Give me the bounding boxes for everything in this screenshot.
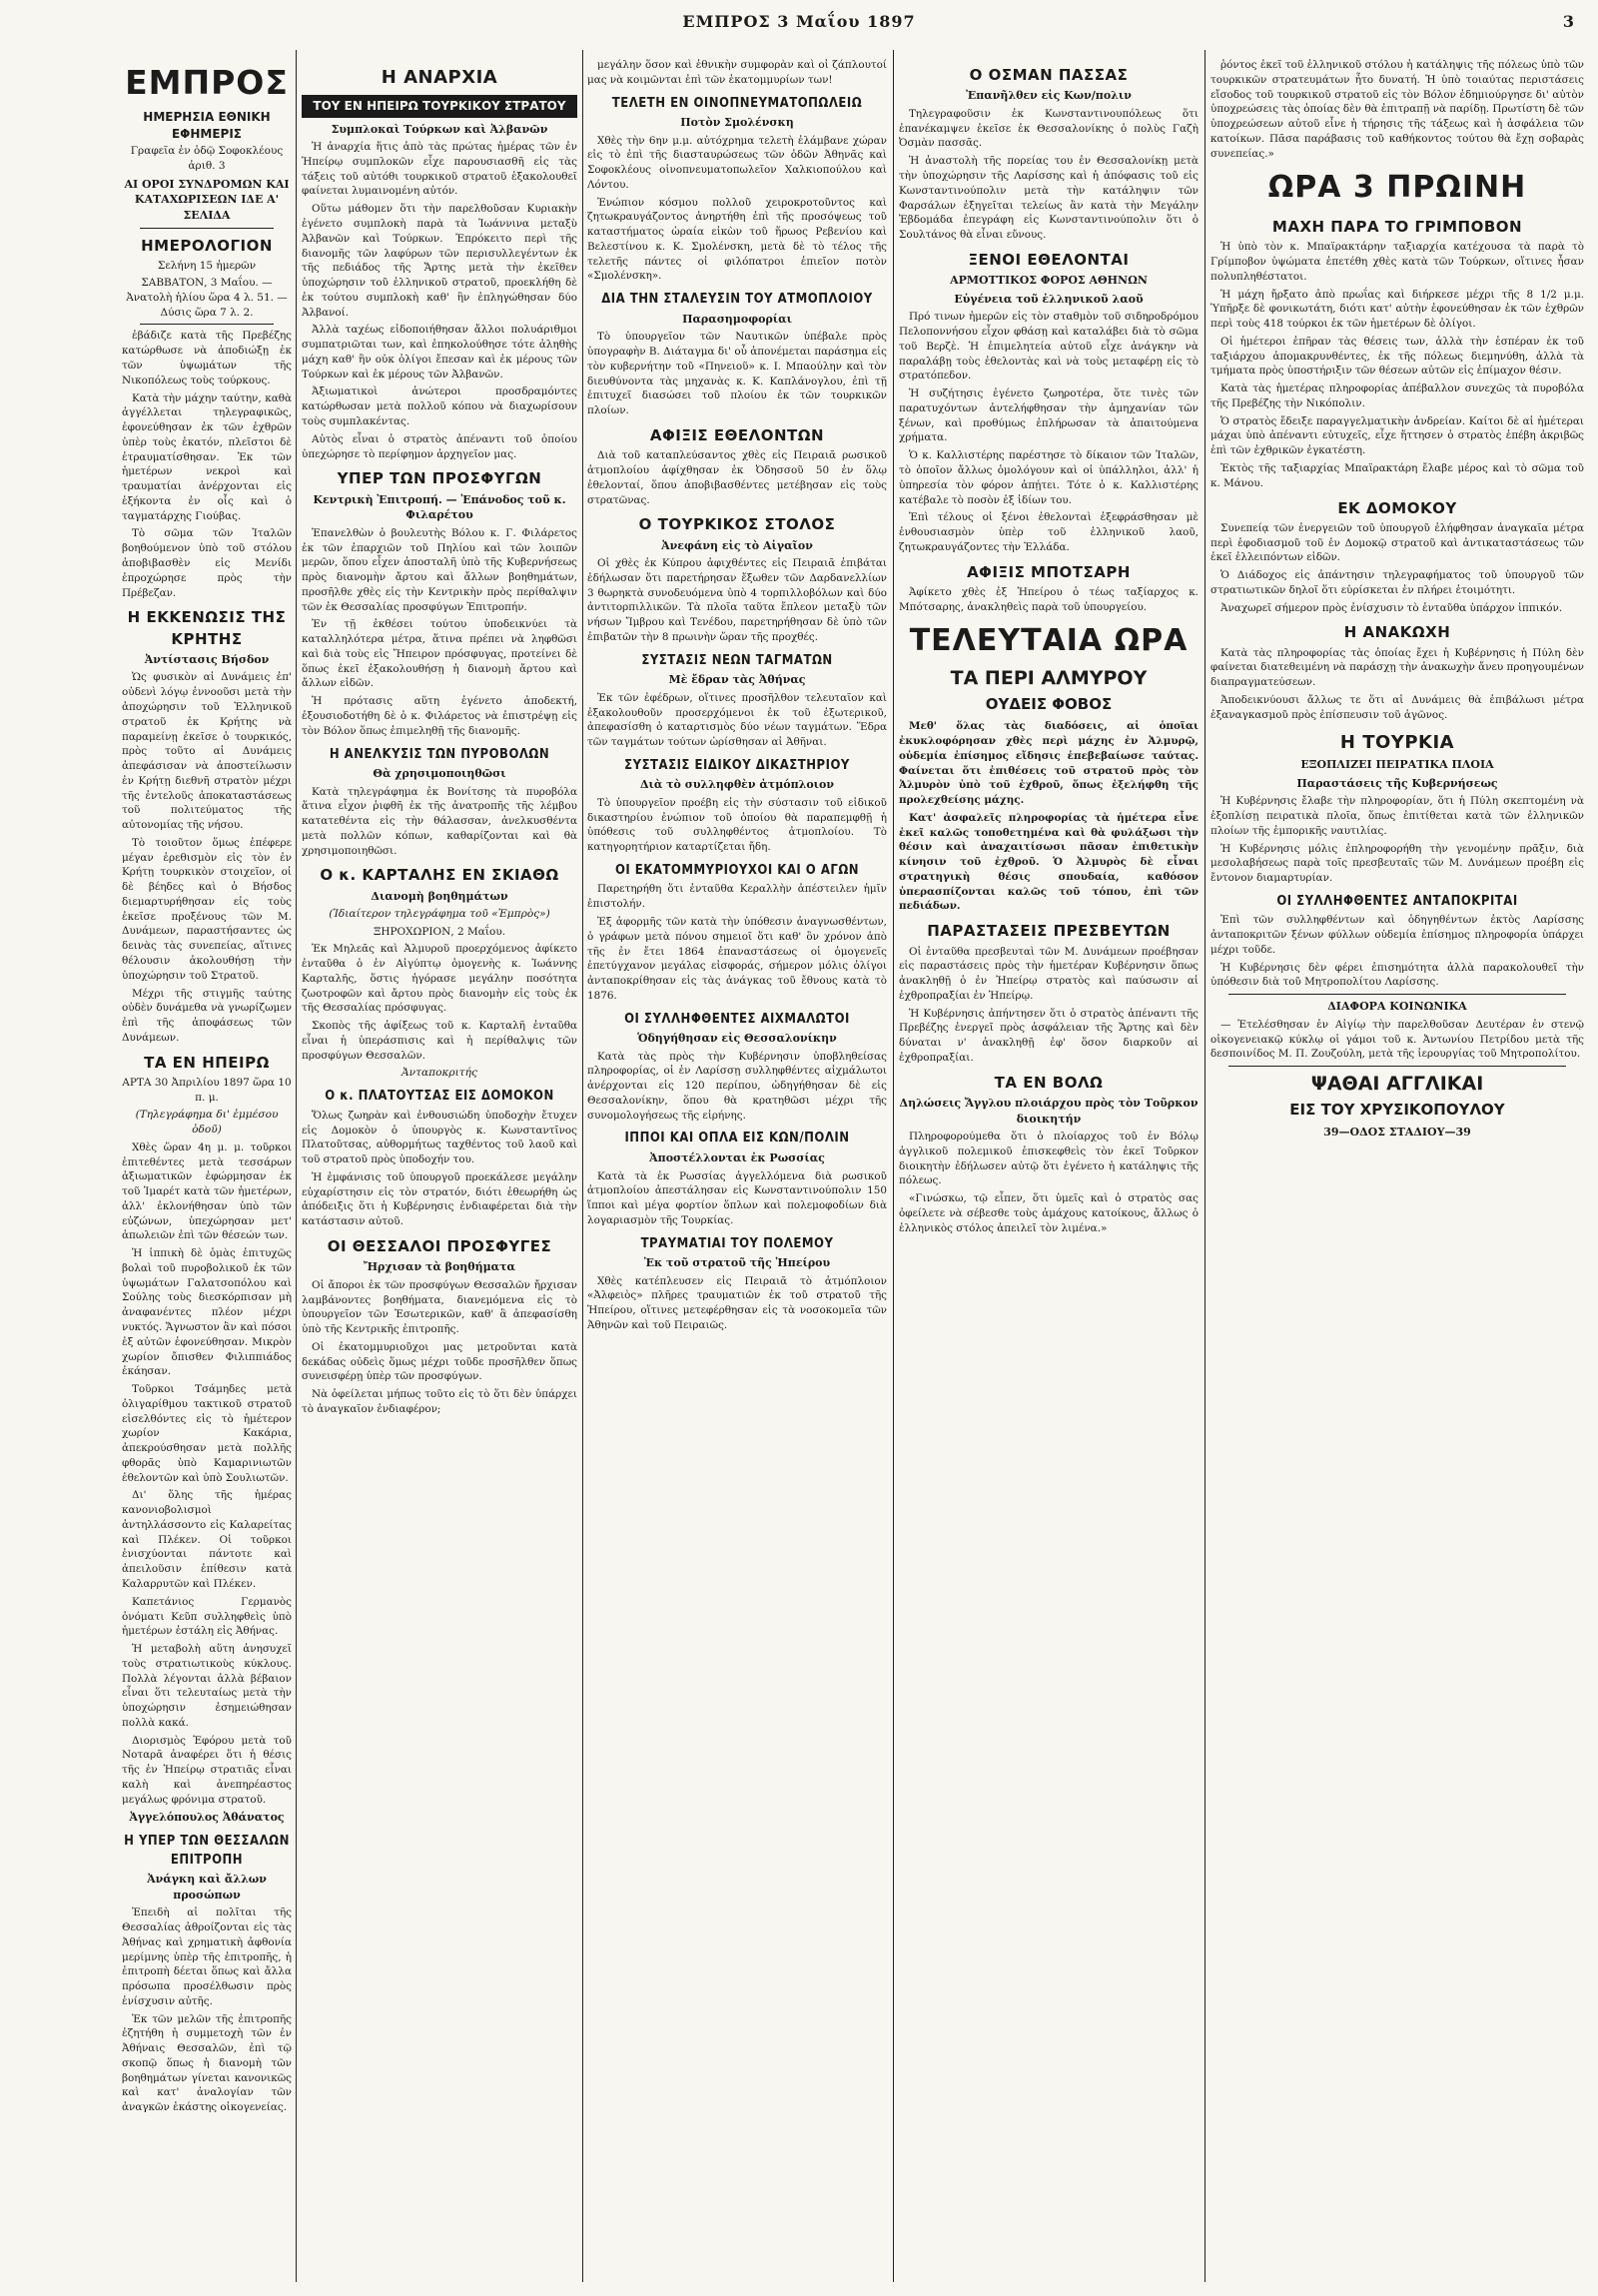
paragraph: Παρετηρήθη ὅτι ἐνταῦθα Κεραλλὴν ἀπέστειλεν ἡμῖν ἐπιστολήν. — [587, 883, 887, 911]
banner-headline: ΤΕΛΕΥΤΑΙΑ ΩΡΑ — [909, 623, 1189, 659]
divider — [140, 324, 274, 325]
subheadline: Ὁδηγήθησαν εἰς Θεσσαλονίκην — [637, 1032, 837, 1046]
headline: ΤΡΑΥΜΑΤΙΑΙ ΤΟΥ ΠΟΛΕΜΟΥ — [640, 1235, 834, 1251]
paragraph: Ἡ ἀναρχία ἥτις ἀπὸ τὰς πρώτας ἡμέρας τῶν ἐν Ἠπείρῳ συμπλοκῶν εἶχε παρουσιασθῆ εἰς τὰς τάξεις τοῦ αὐτόθι τουρκικοῦ στρατοῦ ἐξακολουθεῖ φαίνεται λυμαινομένη αὐτόν. — [302, 141, 577, 198]
headline: ΞΕΝΟΙ ΕΘΕΛΟΝΤΑΙ — [968, 250, 1130, 269]
paragraph: Οἱ ἡμέτεροι ἐπῆραν τὰς θέσεις των, ἀλλὰ τὴν ἑσπέραν ἐκ τοῦ ταξιάρχου ἀπομακρυνθέντες, ἐκ τῆς πόλεως διεμηνύθη, ἀλλὰ τὰ τμήματα πρὸς ὑποστήριξιν τῶν θέσεων αὐτῶν εἰς ἐπίμαχον θέσιν. — [1210, 335, 1584, 378]
subheadline: Ποτὸν Σμολένσκη — [680, 115, 794, 129]
paragraph: Κατὰ τὰς πρὸς τὴν Κυβέρνησιν ὑποβληθείσας πληροφορίας, οἱ ἐν Λαρίσσῃ συλληφθέντες αἰχμάλωτοι ἀνέρχονται εἰς 120 περίπου, ὡδηγήθησαν δὲ εἰς Θεσσαλονίκην, ὅπου θὰ κρατηθῶσι μέχρι τῆς συνομολογήσεως τῆς εἰρήνης. — [587, 1050, 887, 1122]
paragraph: Χθὲς ὥραν 4η μ. μ. τοῦρκοι ἐπιτεθέντες μετὰ τεσσάρων ἀξιωματικῶν ἐφώρμησαν ἐκ τοῦ Ἱμαρέτ κατὰ τῶν ἡμετέρων, ἀλλ' ἐκλονήθησαν ὑπὸ τῶν εὐζώνων, ὑπεχώρησαν μετ' ἀπωλειῶν ἐπὶ τῶν θέσεών των. — [122, 1141, 292, 1242]
paragraph: Οἱ ἐκατομμυριοῦχοι μας μετροῦνται κατὰ δεκάδας οὐδεὶς ὅμως μέχρι τοῦδε προσῆλθεν ὅπως συνεισφέρῃ ὑπὲρ τῶν προσφύγων. — [302, 1340, 577, 1383]
paragraph: Δι' ὅλης τῆς ἡμέρας κανονιοβολισμοὶ ἀντηλλάσσοντο εἰς Καλαρείτας καὶ Πλέκεν. Οἱ τοῦρκοι ἐνισχύονται πάντοτε καὶ ἀπειλοῦσιν ἐπίθεσιν κατὰ Καλαρρυτῶν καὶ Πλέκεν. — [122, 1489, 292, 1590]
headline: Η ΕΚΚΕΝΩΣΙΣ ΤΗΣ ΚΡΗΤΗΣ — [127, 608, 287, 648]
running-header — [20, 6, 1578, 46]
paragraph: Ὡς φυσικὸν αἱ Δυνάμεις ἐπ' οὐδενὶ λόγῳ ἐννοοῦσι μετὰ τὴν ἀποχώρησιν τοῦ Ἑλληνικοῦ στρατοῦ ἐκ Κρήτης νὰ παραμείνῃ ἐκεῖσε ὁ τουρκικός, πρὸς τοῦτο αἱ Δυνάμεις ἀπεφάσισαν νὰ ἀποστείλωσιν ἐν Κρήτῃ διεθνῆ στρατὸν μέχρι τῆς ἐντελοῦς ἀποκαταστάσεως τοῦ πολιτεύματος τῆς αὐτονομίας τῆς νήσου. — [122, 671, 292, 832]
paragraph: Διορισμὸς Ἐφόρου μετὰ τοῦ Νοταρᾶ ἀναφέρει ὅτι ἡ θέσις τῆς ἐν Ἠπείρῳ στρατιᾶς εἶναι καλὴ καὶ ἀνεπηρέαστος μεγάλως φρόνιμα στρατοῦ. — [122, 1734, 292, 1806]
paragraph: Οὕτω μάθομεν ὅτι τὴν παρελθοῦσαν Κυριακὴν ἐγένετο συμπλοκὴ παρὰ τὰ Ἰωάννινα μεταξὺ Ἀλβανῶν καὶ Τούρκων. Ἐπρόκειτο περὶ τῆς διανομῆς τῶν λαφύρων τῶν περισυλλεγέντων ἐκ τῆς πεδιάδος τῆς Ἄρτης μετὰ τὴν ἐκεῖθεν ὑποχώρησιν τοῦ ἑλληνικοῦ στρατοῦ, προεκλήθη δὲ ἐκ τούτου συμπλοκὴ καθ' ἣν ἐπληγώθησαν δύο Ἀλβανοί. — [302, 203, 577, 319]
paragraph: Τὸ ὑπουργεῖον τῶν Ναυτικῶν ὑπέβαλε πρὸς ὑπογραφὴν Β. Διάταγμα δι' οὗ ἀπονέμεται παράσημα εἰς τὸν κυβερνήτην τοῦ «Πηνειοῦ» κ. Ι. Μπαούλην καὶ τὸν διευθύνοντα τὰς μηχανὰς κ. Κ. Καπλάνογλου, ἐπὶ τῇ ἐπιτυχεῖ διασώσει τοῦ πλοίου ἐκ τῶν τουρκικῶν πλοίων. — [587, 331, 887, 417]
subheadline: Ἐκ τοῦ στρατοῦ τῆς Ἠπείρου — [643, 1256, 831, 1270]
paragraph: Ἐπανελθὼν ὁ βουλευτὴς Βόλου κ. Γ. Φιλάρετος ἐκ τῶν ἐπαρχιῶν τοῦ Πηλίου καὶ τῶν λοιπῶν μερῶν, ὅπου εἶχεν ἀποσταλῆ ὑπὸ τῆς Κυβερνήσεως πρὸς διανομὴν ἄρτου καὶ ἄλλων βοηθημάτων, προσῆλθε χθὲς εἰς τὴν Κεντρικὴν πρὸς περίθαλψιν τῶν ἐκ Θεσσαλίας προσφύγων Ἐπιτροπήν. — [302, 526, 577, 613]
divider — [1228, 994, 1566, 995]
headline: Ο ΤΟΥΡΚΙΚΟΣ ΣΤΟΛΟΣ — [638, 515, 836, 534]
headline: ΟΙ ΘΕΣΣΑΛΟΙ ΠΡΟΣΦΥΓΕΣ — [327, 1236, 552, 1255]
paragraph: Αὐτὸς εἶναι ὁ στρατὸς ἀπέναντι τοῦ ὁποίου ὑπεχώρησε τὸ περίφημον ἀρχηγεῖον μας. — [302, 432, 577, 460]
almanac-line: Σελήνη 15 ἡμερῶν — [157, 259, 257, 272]
paragraph: Οἱ χθὲς ἐκ Κύπρου ἀφιχθέντες εἰς Πειραιᾶ ἐπιβάται ἐδήλωσαν ὅτι παρετήρησαν ἔξωθεν τῶν Δαρδανελλίων 3 θωρηκτὰ συνοδευόμενα ὑπὸ 4 τορπιλλοβόλων καὶ δύο ἀντιτορπιλλικῶν. Τὰ πλοῖα ταῦτα ἔπλεον μεταξὺ τῶν νήσων Ἴμβρου καὶ Τενέδου, παρετηρήθησαν δὲ ὑπὸ τῶν ἐπιβατῶν τὴν 8 πρωινὴν ὥραν τῆς προχθές. — [587, 557, 887, 643]
paragraph: Ἡ ἀναστολὴ τῆς πορείας του ἐν Θεσσαλονίκῃ μετὰ τὴν ὑποχώρησιν τῆς Λαρίσσης καὶ ἡ ἀπόφασις τοῦ εἰς Κωνσταντινούπολιν μετὰ τὴν κατάληψιν τῶν Φαρσάλων ἐξηγεῖται τελείως ἂν κατὰ τὴν Μεγάλην Ἑβδομάδα ἐπεγράφη εἰς Κωνσταντινούπολιν ὅτι ὁ Σουλτάνος θὰ εἶναι εὔνους. — [899, 155, 1198, 242]
column-rule — [893, 50, 894, 2282]
paragraph: Ἡ Κυβέρνησις μόλις ἐπληροφορήθη τὴν γενομένην πρᾶξιν, διὰ μεσολαβήσεως παρὰ τοῖς πρεσβευταῖς τῶν Μ. Δυνάμεων προέβη εἰς ἔντονον διαμαρτυρίαν. — [1210, 842, 1584, 885]
paragraph: Τοῦρκοι Τσάμηδες μετὰ ὀλιγαρίθμου τακτικοῦ στρατοῦ εἰσελθόντες εἰς τὸ ἡμέτερον χωρίον Κακάρια, ἀπεκρούσθησαν μετὰ πολλῆς φθορᾶς ὑπὸ Καμαρινιωτῶν ἐθελοντῶν καὶ ὑπὸ Σουλιωτῶν. — [122, 1383, 292, 1484]
paragraph: Συνεπείᾳ τῶν ἐνεργειῶν τοῦ ὑπουργοῦ ἐλήφθησαν ἀναγκαῖα μέτρα περὶ ἐφοδιασμοῦ τοῦ ἐν Δομοκῷ στρατοῦ καὶ ἀντικαταστάσεως τῶν ἐκεῖ ἐλλειπόντων εἰδῶν. — [1210, 521, 1584, 564]
headline: Ο κ. ΠΛΑΤΟΥΤΣΑΣ ΕΙΣ ΔΟΜΟΚΟΝ — [325, 1089, 554, 1105]
masthead — [122, 60, 292, 224]
paragraph: Ἡ Κυβέρνησις δὲν φέρει ἐπισημότητα ἀλλὰ παρακολουθεῖ τὴν ὑπόθεσιν διὰ τοῦ Μητροπολίτου Λαρίσσης. — [1210, 961, 1584, 989]
paragraph: Τηλεγραφοῦσιν ἐκ Κωνσταντινουπόλεως ὅτι ἐπανέκαμψεν ἐκεῖσε ἐκ Θεσσαλονίκης ὁ πολὺς Γαζὴ Ὀσμὰν πασσᾶς. — [899, 107, 1198, 150]
paragraph: Καπετάνιος Γερμανὸς ὀνόματι Κεῦπ συλληφθεὶς ὑπὸ ἡμετέρων ἐστάλη εἰς Ἀθήνας. — [122, 1595, 292, 1638]
paragraph: Ἡ μεταβολὴ αὕτη ἀνησυχεῖ τοὺς στρατιωτικοὺς κύκλους. Πολλὰ λέγονται ἀλλὰ βέβαιον εἶναι ὅτι τελευταίως μετὰ τὴν ὑποχώρησιν ἐσημειώθησαν πολλὰ κακά. — [122, 1643, 292, 1729]
paragraph: Κατὰ τὰς πληροφορίας τὰς ὁποίας ἔχει ἡ Κυβέρνησις ἡ Πύλη δὲν φαίνεται διατεθειμένη νὰ παράσχῃ τὴν ἀνακωχὴν ἄνευ προηγουμένων διαπραγματεύσεων. — [1210, 646, 1584, 689]
paragraph: Ἐκτὸς τῆς ταξιαρχίας Μπαϊρακτάρη ἔλαβε μέρος καὶ τὸ σῶμα τοῦ κ. Μάνου. — [1210, 461, 1584, 489]
paragraph: Ἡ ὑπὸ τὸν κ. Μπαϊρακτάρην ταξιαρχία κατέχουσα τὰ παρὰ τὸ Γρίμποβον ὑψώματα ἐπετέθη χθὲς κατὰ τῶν Τούρκων, οἵτινες ἦσαν πολυπληθέστατοι. — [1210, 241, 1584, 283]
paragraph: Ἀφίκετο χθὲς ἐξ Ἠπείρου ὁ τέως ταξίαρχος κ. Μπότσαρης, ἀνακληθεὶς παρὰ τοῦ ὑπουργείου. — [899, 585, 1198, 613]
subheadline: Διὰ τὸ συλληφθὲν ἀτμόπλοιον — [640, 778, 834, 792]
banner-subheadline: ΤΑ ΠΕΡΙ ΑΛΜΥΡΟΥ — [950, 666, 1148, 689]
column-rule — [296, 50, 297, 2282]
headline: ΟΙ ΕΚΑΤΟΜΜΥΡΙΟΥΧΟΙ ΚΑΙ Ο ΑΓΩΝ — [614, 863, 860, 879]
paragraph: Ὅλως ζωηρὰν καὶ ἐνθουσιώδη ὑποδοχὴν ἔτυχεν εἰς Δομοκὸν ὁ ὑπουργὸς κ. Κωνσταντῖνος Πλατοῦτσας, αὐθορμήτως ταχθέντος τοῦ λαοῦ καὶ τοῦ στρατοῦ πρὸς ὑποδοχήν του. — [302, 1109, 577, 1166]
headline: ΜΑΧΗ ΠΑΡΑ ΤΟ ΓΡΙΜΠΟΒΟΝ — [1271, 217, 1523, 236]
paragraph: Οἱ ἄποροι ἐκ τῶν προσφύγων Θεσσαλῶν ἤρχισαν λαμβάνοντες βοηθήματα, διανεμόμενα εἰς τὸ ὑπουργεῖον τῶν Ἐσωτερικῶν, καθ' ἃ ἀπεφασίσθη ὑπὸ τῆς Κεντρικῆς ἐπιτροπῆς. — [302, 1278, 577, 1336]
paragraph: Ἡ πρότασις αὕτη ἐγένετο ἀποδεκτή, ἐξουσιοδοτήθη δὲ ὁ κ. Φιλάρετος νὰ ἐπιστρέψῃ εἰς τὸν Βόλον ὅπως ἐπιμεληθῇ τῆς διανομῆς. — [302, 695, 577, 737]
headline: Η ΥΠΕΡ ΤΩΝ ΘΕΣΣΑΛΩΝ ΕΠΙΤΡΟΠΗ — [124, 1834, 290, 1868]
column-1 — [122, 58, 292, 2282]
paragraph: Σκοπὸς τῆς ἀφίξεως τοῦ κ. Καρταλῆ ἐνταῦθα εἶναι ἡ ὑπεράσπισις καὶ ἡ περίθαλψις τῶν προσφύγων Θεσσαλῶν. — [302, 1020, 577, 1062]
paragraph: Ἀποδεικνύουσι ἄλλως τε ὅτι αἱ Δυνάμεις θὰ ἐπιβάλωσι μέτρα ἐξαναγκασμοῦ πρὸς ἐπίσπευσιν τοῦ ἀγῶνος. — [1210, 693, 1584, 721]
paragraph: Χθὲς τὴν 6ην μ.μ. αὐτόχρημα τελετὴ ἐλάμβανε χώραν εἰς τὸ ἐπὶ τῆς διασταυρώσεως τῶν ὁδῶν Ἀθηνᾶς καὶ Σοφοκλέους οἰνοπνευματοπωλεῖον Χαλκιοπούλου καὶ Λόντου. — [587, 134, 887, 191]
subheadline: Δηλώσεις Ἄγγλου πλοιάρχου πρὸς τὸν Τοῦρκον διοικητήν — [899, 1096, 1198, 1126]
divider — [1228, 1066, 1566, 1067]
paragraph: Χθὲς κατέπλευσεν εἰς Πειραιᾶ τὸ ἀτμόπλοιον «Ἀλφειὸς» πλῆρες τραυματιῶν ἐκ τοῦ στρατοῦ τῆς Ἠπείρου, οἵτινες μετεφέρθησαν εἰς τὰ νοσοκομεῖα τῶν Ἀθηνῶν καὶ τοῦ Πειραιῶς. — [587, 1274, 887, 1331]
header-title: ΕΜΠΡΟΣ 3 Μαΐου 1897 — [682, 12, 916, 31]
paragraph: — Ἐτελέσθησαν ἐν Αἰγίῳ τὴν παρελθοῦσαν Δευτέραν ἐν στενῷ οἰκογενειακῷ κύκλῳ οἱ γάμοι τοῦ κ. Ἀντωνίου Πετρίδου μετὰ τῆς δεσποινίδος Μ. Π. Ζουζούλη, μετὰ τῆς ἱερουργίας τοῦ Μητροπολίτου. — [1210, 1018, 1584, 1061]
banner-kicker: ΟΥΔΕΙΣ ΦΟΒΟΣ — [985, 694, 1113, 713]
paragraph: Ἐξ ἀφορμῆς τῶν κατὰ τὴν ὑπόθεσιν ἀναγνωσθέντων, ὁ γράφων μετὰ πόνου σημειοῖ ὅτι καθ' ὃν χρόνον ἀπὸ τῆς ἐν ἔτει 1864 ἐπαναστάσεως οἱ ὁμογενεῖς ἐπετύγχανον μεγάλας εἰσφοράς, σήμερον μόλις ὀλίγοι ἀνταποκρίθησαν εἰς τὰς ἀνάγκας τοῦ ἔθνους κατὰ τὸ 1876. — [587, 916, 887, 1002]
paragraph: Ἐκ τῶν ἐφέδρων, οἵτινες προσῆλθον τελευταῖον καὶ ἐξακολουθοῦν προσερχόμενοι ἐκ τοῦ ἐξωτερικοῦ, ἀπεφασίσθη ὁ καταρτισμὸς δύο νέων ταγμάτων. Ἕδρα τῶν ταγμάτων τούτων ὡρίσθησαν αἱ Ἀθῆναι. — [587, 691, 887, 749]
paragraph: Ἐκ τῶν μελῶν τῆς ἐπιτροπῆς ἐζητήθη ἡ συμμετοχὴ τῶν ἐν Ἀθήναις Θεσσαλῶν, ἐπὶ τῷ σκοπῷ ὅπως ἡ διανομὴ τῶν βοηθημάτων γίνεται κανονικῶς καὶ κατ' ἀναλογίαν τῶν ἀναγκῶν ἑκάστης οἰκογενείας. — [122, 2012, 292, 2114]
subheadline: Ἐπανῆλθεν εἰς Κων/πολιν — [966, 89, 1132, 103]
paragraph: Μέχρι τῆς στιγμῆς ταύτης οὐδὲν δυνάμεθα νὰ γνωρίζωμεν ἐπὶ τῆς ἀποφάσεως τῶν Δυνάμεων. — [122, 987, 292, 1044]
subheadline: Διανομὴ βοηθημάτων — [371, 889, 508, 903]
paragraph: Κατὰ τὴν μάχην ταύτην, καθὰ ἀγγέλλεται τηλεγραφικῶς, ἐφονεύθησαν ἐκ τῶν ἐχθρῶν ὑπὲρ τοὺς ἑκατόν, πλεῖστοι δὲ ἐτραυματίσθησαν. Ἐκ τῶν ἡμετέρων νεκροὶ καὶ τραυματίαι ἀνέρχονται εἰς ἑξήκοντα ἐν οἷς καὶ ὁ ταγματάρχης Γιούβας. — [122, 391, 292, 522]
column-rule — [1204, 50, 1205, 2282]
subheadline: Μὲ ἔδραν τὰς Ἀθήνας — [668, 673, 806, 687]
almanac-heading: ΗΜΕΡΟΛΟΓΙΟΝ — [141, 236, 273, 255]
paragraph: Ἡ μάχη ἤρξατο ἀπὸ πρωΐας καὶ διήρκεσε μέχρι τῆς 8 1/2 μ.μ. Ὑπῆρξε δὲ φονικωτάτη, διότι κατ' αὐτὴν ἐφονεύθησαν ἐκ τῶν ἐχθρῶν περὶ τοὺς 418 τούρκοι ἐκ τῶν ἡμετέρων δὲ ὀλίγοι. — [1210, 288, 1584, 331]
headline: Η ΑΝΑΡΧΙΑ — [381, 67, 498, 88]
dateline: ΞΗΡΟΧΩΡΙΟΝ, 2 Μαΐου. — [373, 926, 506, 939]
masthead-address: Γραφεῖα ἐν ὁδῷ Σοφοκλέους ἀριθ. 3 — [130, 144, 284, 172]
almanac-line: ΣΑΒΒΑΤΟΝ, 3 Μαΐου. — Ἀνατολὴ ἡλίου ὥρα 4 λ. 51. — Δύσις ὥρα 7 λ. 2. — [126, 276, 288, 319]
paragraph: Κατὰ τὰς ἡμετέρας πληροφορίας ἀπέβαλλον συνεχῶς τὰ πυροβόλα τῆς Πρεβέζης τὴν Νικόπολιν. — [1210, 383, 1584, 409]
headline: ΤΑ ΕΝ ΒΟΛΩ — [994, 1073, 1104, 1092]
headline: Η ΑΝΕΛΚΥΣΙΣ ΤΩΝ ΠΥΡΟΒΟΛΩΝ — [329, 746, 550, 762]
column-5 — [1210, 58, 1584, 2282]
headline: ΣΥΣΤΑΣΙΣ ΝΕΩΝ ΤΑΓΜΑΤΩΝ — [641, 652, 833, 668]
headline: ΤΑ ΕΝ ΗΠΕΙΡΩ — [144, 1053, 270, 1072]
paragraph: Ἡ ἐμφάνισις τοῦ ὑπουργοῦ προεκάλεσε μεγάλην εὐχαρίστησιν εἰς τὸν στρατόν, διότι ἐθεωρήθη ὡς ἀπόδειξις ὅτι ἡ Κυβέρνησις ἐνδιαφέρεται διὰ τὴν κατάστασιν αὐτοῦ. — [302, 1170, 577, 1228]
headline: ΤΕΛΕΤΗ ΕΝ ΟΙΝΟΠΝΕΥΜΑΤΟΠΩΛΕΙΩ — [611, 95, 863, 111]
subheadline: Ἀνεφάνη εἰς τὸ Αἰγαῖον — [661, 538, 813, 552]
paragraph: Ἐπὶ τέλους οἱ ξένοι ἐθελονταὶ ἐξεφράσθησαν μὲ ἐνθουσιασμὸν ὑπὲρ τοῦ ἑλληνικοῦ λαοῦ, ζητωκραυγάζοντες τὴν Ἑλλάδα. — [899, 511, 1198, 553]
paragraph: Νὰ ὀφείλεται μήπως τοῦτο εἰς τὸ ὅτι δὲν ὑπάρχει τὸ ἀναγκαῖον ἐνδιαφέρον; — [302, 1388, 577, 1415]
subheadline: Ἀντίστασις Βήσδον — [144, 652, 270, 666]
paragraph: Ἀξιωματικοὶ ἀνώτεροι προσδραμόντες κατώρθωσαν μετὰ πολλοῦ κόπου νὰ διαχωρίσουν τοὺς συμπλακέντας. — [302, 385, 577, 427]
subheadline: Παραστάσεις τῆς Κυβερνήσεως — [1296, 776, 1498, 790]
paragraph: Ἀναχωρεῖ σήμερον πρὸς ἐνίσχυσιν τὸ ἐνταῦθα ὑπάρχον ἱππικόν. — [1220, 601, 1563, 614]
paragraph: Τὸ ὑπουργεῖον προέβη εἰς τὴν σύστασιν τοῦ εἰδικοῦ δικαστηρίου ἐνώπιον τοῦ ὁποίου θὰ παραπεμφθῇ ἡ ὑπόθεσις τοῦ συλληφθέντος ἀτμοπλοίου. Τὸ κατηγορητήριον καταρτίζεται ἤδη. — [587, 796, 887, 854]
headline: ΙΠΠΟΙ ΚΑΙ ΟΠΛΑ ΕΙΣ ΚΩΝ/ΠΟΛΙΝ — [624, 1131, 850, 1147]
divider — [140, 228, 274, 229]
paragraph: Ὁ Διάδοχος εἰς ἀπάντησιν τηλεγραφήματος τοῦ ὑπουργοῦ τῶν στρατιωτικῶν δηλοῖ ὅτι εὑρίσκεται ἐν πλήρει ἐτοιμότητι. — [1210, 569, 1584, 596]
paragraph: Ἡ Κυβέρνησις ἔλαβε τὴν πληροφορίαν, ὅτι ἡ Πύλη σκεπτομένη νὰ ἐξοπλίσῃ πειρατικὰ πλοῖα, ὅπως ἐπιτίθεται κατὰ τῶν ἑλληνικῶν πλοίων τῆς ἐμπορικῆς ναυτιλίας. — [1210, 795, 1584, 837]
banner-headline: ΩΡΑ 3 ΠΡΩΙΝΗ — [1267, 170, 1527, 206]
headline-banner: ΤΟΥ ΕΝ ΗΠΕΙΡΩ ΤΟΥΡΚΙΚΟΥ ΣΤΡΑΤΟΥ — [302, 95, 577, 118]
paragraph: Ἐκ Μηλεᾶς καὶ Ἀλμυροῦ προερχόμενος ἀφίκετο ἐνταῦθα ὁ ἐν Αἰγύπτῳ ὁμογενὴς κ. Ἰωάννης Καρταλῆς, ὅστις ἠγόρασε μεγάλην ποσότητα ζωοτροφῶν καὶ ἄρτου πρὸς διανομὴν εἰς τοὺς ἐκ τῆς Θεσσαλίας πρόσφυγας. — [302, 943, 577, 1015]
paragraph: Ἀλλὰ ταχέως εἰδοποιήθησαν ἄλλοι πολυάριθμοι συμπατριῶται των, καὶ ἐπηκολούθησε τότε ἀληθὴς μάχη καθ' ἣν οὐκ ὀλίγοι ἔπεσαν καὶ ἐκ μέρους τῶν Τούρκων καὶ ἐκ μέρους τῶν Ἀλβανῶν. — [302, 324, 577, 381]
paragraph: Πρό τινων ἡμερῶν εἰς τὸν σταθμὸν τοῦ σιδηροδρόμου Πελοποννήσου εἶχον φθάσῃ καὶ καταλάβει διὰ τὸ σῶμα τοῦ Βερζὲ. Ἡ ἐπιμελητεία αὐτοῦ εἶχε ἀνάγκην νὰ παραλάβῃ τοὺς ἐθελοντὰς καὶ νὰ τοὺς μεταφέρῃ εἰς τὸ στρατόπεδον. — [899, 311, 1198, 383]
headline: Ο ΟΣΜΑΝ ΠΑΣΣΑΣ — [969, 66, 1129, 84]
paragraph: μεγάλην ὅσον καὶ ἐθνικὴν συμφορὰν καὶ οἱ ζάπλουτοί μας νὰ κοιμῶνται ἐπὶ τῶν ἑκατομμυρίων των! — [587, 59, 887, 86]
headline: ΥΠΕΡ ΤΩΝ ΠΡΟΣΦΥΓΩΝ — [337, 469, 542, 488]
headline: Η ΤΟΥΡΚΙΑ — [1339, 731, 1455, 753]
paragraph: ἐβάδιζε κατὰ τῆς Πρεβέζης κατώρθωσε νὰ ἀποδιώξῃ ἐκ τῶν ὑψωμάτων τῆς Νικοπόλεως τοὺς τούρκους. — [122, 330, 292, 386]
subheadline: Ἤρχισαν τὰ βοηθήματα — [363, 1260, 516, 1274]
column-rule — [582, 50, 583, 2282]
paragraph: Κατ' ἀσφαλεῖς πληροφορίας τὰ ἡμέτερα εἶνε ἐκεῖ καλῶς τοποθετημένα καὶ θὰ φυλάξωσι τὴν θέσιν καὶ ἀναχαιτίσωσι πᾶσαν ἐπιθετικὴν κίνησιν τοῦ ἐχθροῦ. Ὁ Ἀλμυρὸς δὲ εἶναι στρατηγικὴ θέσις σπουδαία, καθόσον ὑπερασπίζονται καλῶς τοῦ τόπου, ἐπὶ τῶν πεδιάδων. — [899, 811, 1198, 913]
masthead-title: ΕΜΠΡΟΣ — [125, 63, 289, 102]
note: (Ἰδιαίτερον τηλεγράφημα τοῦ «Ἐμπρὸς») — [329, 908, 550, 921]
paragraph: Διὰ τοῦ καταπλεύσαντος χθὲς εἰς Πειραιᾶ ρωσικοῦ ἀτμοπλοίου ἀφίχθησαν ἐκ Ὀδησσοῦ 50 ἐν ὅλῳ ἐθελονταί, ὅπου ἀποβιβασθέντες μετέβησαν εἰς τοὺς στρατῶνας. — [587, 449, 887, 506]
advertisement-title: ΨΑΘΑΙ ΑΓΓΛΙΚΑΙ — [1310, 1073, 1484, 1096]
masthead-terms: ΑΙ ΟΡΟΙ ΣΥΝΔΡΟΜΩΝ ΚΑΙ ΚΑΤΑΧΩΡΙΣΕΩΝ ΙΔΕ Α' ΣΕΛΙΔΑ — [124, 177, 290, 222]
column-3 — [587, 58, 887, 2282]
paragraph: Κατὰ τηλεγράφημα ἐκ Βονίτσης τὰ πυροβόλα ἅτινα εἶχον ῥιφθῆ ἐκ τῆς ἀνατροπῆς τῆς λέμβου κατατεθέντα εἰς τὴν θάλασσαν, ἀνελκυσθέντα μετὰ πολλῶν κόπων, καθαρίζονται καὶ θὰ χρησιμοποιηθῶσι. — [302, 785, 577, 857]
subheadline: ΑΡΜΟΤΤΙΚΟΣ ΦΟΡΟΣ ΑΘΗΝΩΝ — [950, 274, 1148, 288]
paragraph: Οἱ ἐνταῦθα πρεσβευταὶ τῶν Μ. Δυνάμεων προέβησαν εἰς παραστάσεις πρὸς τὴν ἡμετέραν Κυβέρνησιν ὅπως ἀνακληθῇ ὁ ἐν Ἠπείρῳ στρατὸς καὶ παύσωσιν αἱ ἐχθροπραξίαι ἐν Ἠπείρῳ. — [899, 945, 1198, 1002]
paragraph: Τὸ σῶμα τῶν Ἰταλῶν βοηθούμενον ὑπὸ τοῦ στόλου ἀποβιβασθὲν εἰς Μενίδι ἐπροχώρησε πρὸς τὴν Πρέβεζαν. — [122, 527, 292, 599]
signature: Ἀγγελόπουλος Ἀθάνατος — [129, 1811, 285, 1825]
signature: Ἀνταποκριτής — [401, 1067, 477, 1080]
headline: ΣΥΣΤΑΣΙΣ ΕΙΔΙΚΟΥ ΔΙΚΑΣΤΗΡΙΟΥ — [624, 757, 850, 773]
paragraph: Ἡ Κυβέρνησις ἀπήντησεν ὅτι ὁ στρατὸς ἀπέναντι τῆς Πρεβέζης ἐνεργεῖ πρὸς ἀσφάλειαν τῆς Ἄρτης καὶ δὲν δύναται ν' ἀνακληθῇ ἐφ' ὅσον διαρκοῦν αἱ ἐχθροπραξίαι. — [899, 1007, 1198, 1064]
masthead-subtitle: ΗΜΕΡΗΣΙΑ ΕΘΝΙΚΗ ΕΦΗΜΕΡΙΣ — [143, 109, 271, 141]
advertisement-address: 39—ΟΔΟΣ ΣΤΑΔΙΟΥ—39 — [1323, 1126, 1471, 1140]
paragraph: Ὁ κ. Καλλιστέρης παρέστησε τὸ δίκαιον τῶν Ἰταλῶν, τὸ ὁποῖον ἄλλως ὁμολόγουν καὶ οἱ ὑπάλληλοι, ἀλλ' ἡ ὑπηρεσία τὸν φόρον ἀπῄτει. Τότε ὁ κ. Καλλιστέρης κατέβαλε τὸ ποσὸν ἐξ ἰδίων του. — [899, 449, 1198, 506]
note: (Τηλεγράφημα δι' ἐμμέσου ὁδοῦ) — [135, 1108, 279, 1136]
advertisement-subtitle: ΕΙΣ ΤΟΥ ΧΡΥΣΙΚΟΠΟΥΛΟΥ — [1289, 1101, 1505, 1120]
paragraph: Ἐπειδὴ αἱ πολῖται τῆς Θεσσαλίας ἀθροίζονται εἰς τὰς Ἀθήνας καὶ χρηματικὴ ἀφθονία μερίμνης ὑπὲρ τῆς ἐπιτροπῆς, ἡ ἐπιτροπὴ δέεται ὅπως καὶ ἄλλα πρόσωπα προσέλθωσιν πρὸς ἐνίσχυσιν αὐτῆς. — [122, 1907, 292, 2007]
paragraph: «Γινώσκω, τῷ εἶπεν, ὅτι ὑμεῖς καὶ ὁ στρατὸς σας ὀφείλετε νὰ σέβεσθε τοὺς ἀμάχους κατοίκους, ἄλλως ὁ ἑλληνικὸς στόλος ἀπειλεῖ τὸν λιμένα.» — [899, 1192, 1198, 1234]
paragraph: Ἡ συζήτησις ἐγένετο ζωηροτέρα, ὅτε τινὲς τῶν παρατυχόντων ἀντελήφθησαν τὴν ἀμηχανίαν τῶν ξένων, καὶ προθύμως ἐπλήρωσαν τὰ ἀπαιτούμενα χρήματα. — [899, 387, 1198, 444]
subheadline: Ἀποστέλλονται ἐκ Ρωσσίας — [649, 1150, 825, 1164]
headline: ΔΙΑΦΟΡΑ ΚΟΙΝΩΝΙΚΑ — [1327, 1000, 1467, 1014]
subheadline: Θὰ χρησιμοποιηθῶσι — [373, 766, 506, 780]
subheadline: ΕΞΟΠΛΙΖΕΙ ΠΕΙΡΑΤΙΚΑ ΠΛΟΙΑ — [1300, 758, 1494, 772]
headline: ΠΑΡΑΣΤΑΣΕΙΣ ΠΡΕΣΒΕΥΤΩΝ — [927, 922, 1171, 941]
paragraph: Πληροφορούμεθα ὅτι ὁ πλοίαρχος τοῦ ἐν Βόλῳ ἀγγλικοῦ πολεμικοῦ ἐπισκεφθεὶς τὸν ἐκεῖ Τοῦρκον διοικητὴν ἐδήλωσεν αὐτῷ ὅτι ἐγένετο ἡ κατάληψις τῆς πόλεως. — [899, 1131, 1198, 1187]
headline: Ο κ. ΚΑΡΤΑΛΗΣ ΕΝ ΣΚΙΑΘΩ — [320, 866, 559, 885]
headline: ΔΙΑ ΤΗΝ ΣΤΑΛΕΥΣΙΝ ΤΟΥ ΑΤΜΟΠΛΟΙΟΥ — [601, 292, 873, 308]
subheadline: Παρασημοφορίαι — [682, 312, 792, 326]
subheadline: Κεντρικὴ Ἐπιτροπή. — Ἐπάνοδος τοῦ κ. Φιλαρέτου — [313, 492, 566, 522]
subheadline: Ἀνάγκη καὶ ἄλλων προσώπων — [147, 1872, 267, 1902]
paragraph: Κατὰ τὰ ἐκ Ρωσσίας ἀγγελλόμενα διὰ ρωσικοῦ ἀτμοπλοίου ἀπεστάλησαν εἰς Κωνσταντινούπολιν 150 ἵπποι καὶ μέγα φορτίον ὅπλων καὶ πολεμοφοδίων διὰ λογαριασμὸν τῆς Τουρκίας. — [587, 1169, 887, 1226]
headline: ΑΦΙΞΙΣ ΜΠΟΤΣΑΡΗ — [967, 562, 1131, 581]
column-2 — [302, 58, 577, 2282]
headline: ΑΦΙΞΙΣ ΕΘΕΛΟΝΤΩΝ — [649, 425, 825, 444]
paragraph: Ἐν τῇ ἐκθέσει τούτου ὑποδεικνύει τὰ καταλληλότερα μέτρα, ἅτινα πρέπει νὰ ληφθῶσι καὶ διὰ τοὺς εἰς Ἤπειρον πρόσφυγας, προτείνει δὲ ὅπως ἐκεῖ ἐξακολουθήσῃ ἡ διανομὴ ἄρτου καὶ ἄλλων εἰδῶν. — [302, 618, 577, 690]
page-number: 3 — [1562, 12, 1574, 31]
paragraph: Ὁ στρατὸς ἔδειξε παραγγελματικὴν ἀνδρείαν. Καίτοι δὲ αἱ ἡμέτεραι μάχαι ὑπὸ ἀπέναντι εὐτυχεῖς, εἶχε ἥττησεν ὁ στρατὸς ἐπέβη ἀκριβῶς ἐπὶ τῶν ἐχθρικῶν ἐγκατέστη. — [1210, 414, 1584, 457]
dateline: ΑΡΤΑ 30 Ἀπριλίου 1897 ὥρα 10 π. μ. — [122, 1076, 292, 1104]
paragraph: Ἐνώπιον κόσμου πολλοῦ χειροκροτοῦντος καὶ ζητωκραυγάζοντος ἀνηρτήθη ἐπὶ τῆς προσόψεως τοῦ καταστήματος ὡραία εἰκὼν τοῦ ἥρωος Ρεβενίου καὶ Βελεστίνου κ. Κ. Σμολένσκη, μετὰ δὲ τὸ τέλος τῆς τελετῆς πάντες οἱ φιλόπατροι ἐπιεῖον ποτὸν «Σμολένσκη». — [587, 196, 887, 283]
headline: ΟΙ ΣΥΛΛΗΦΘΕΝΤΕΣ ΑΝΤΑΠΟΚΡΙΤΑΙ — [1276, 893, 1518, 909]
headline: Η ΑΝΑΚΩΧΗ — [1343, 623, 1451, 642]
headline: ΕΚ ΔΟΜΟΚΟΥ — [1337, 498, 1457, 517]
paragraph: Τὸ τοιοῦτον ὅμως ἐπέφερε μέγαν ἐρεθισμὸν εἰς τὸν ἐν Κρήτῃ τουρκικὸν στοιχεῖον, οἱ δὲ βέηδες καὶ ὁ Βήσδος διεμαρτυρήθησαν εἰς τοὺς ἐκεῖσε προξένους τῶν Μ. Δυνάμεων, παραστήσαντες ὡς δεινὰς τὰς συνεπείας, αἵτινες θέλουσιν ἀκολουθήσῃ τὴν ὑποχώρησιν τοῦ Στρατοῦ. — [122, 836, 292, 982]
paragraph: ῥόντος ἐκεῖ τοῦ ἑλληνικοῦ στόλου ἡ κατάληψις τῆς πόλεως ὑπὸ τῶν τουρκικῶν στρατευμάτων ἦτο δυνατή. Ἡ ὑπὸ τοιαύτας περιστάσεις εἴσοδος τοῦ τουρκικοῦ στρατοῦ εἰς τὸν Βόλον ἐδημιούργησε δι' αὐτὸν ὑποχρεώσεις τὰς ὁποίας δὲν θὰ ἐπιτραπῇ νὰ παρίδῃ. Πρωτίστη δὲ τῶν ὑποχρεώσεων αὐτοῦ εἶνε ἡ τήρησις τῆς τάξεως καὶ ἡ ἀσφάλεια τῶν κατοίκων. Πᾶσα παράβασις τοῦ καθήκοντος τούτου θὰ ἔχῃ σοβαρὰς συνεπείας.» — [1210, 59, 1584, 160]
paragraph: Μεθ' ὅλας τὰς διαδόσεις, αἱ ὁποῖαι ἐκυκλοφόρησαν χθὲς περὶ μάχης ἐν Ἀλμυρῷ, οὐδεμία ἐπίσημος εἴδησις ἐπεβεβαίωσε ταύτας. Φαίνεται ὅτι ἐπιθέσεις τοῦ στρατοῦ πρὸς τὸν Ἀλμυρὸν ὑπὸ τοῦ ἐχθροῦ, ὅπως ἐξελήφθη τῆς προλεχθείσης μάχης. — [899, 720, 1198, 807]
headline: ΟΙ ΣΥΛΛΗΦΘΕΝΤΕΣ ΑΙΧΜΑΛΩΤΟΙ — [624, 1011, 850, 1027]
subheadline: Συμπλοκαὶ Τούρκων καὶ Ἀλβανῶν — [331, 122, 548, 136]
paragraph: Ἐπὶ τῶν συλληφθέντων καὶ ὁδηγηθέντων ἐκτὸς Λαρίσσης ἀνταποκριτῶν ξένων φύλλων οὐδεμία ἐπίσημος πληροφορία ὑπάρχει μέχρι τοῦδε. — [1210, 914, 1584, 956]
paragraph: Ἡ ἱππικὴ δὲ ὁμὰς ἐπιτυχῶς βολαὶ τοῦ πυροβολικοῦ ἐκ τῶν ὑψωμάτων Γαλατσοπόλου καὶ Σούλης τοὺς διεσκόρπισαν μὴ ἀναφανέντες πλέον μέχρι νυκτός. Ἄγνωστον ἂν καὶ πόσοι ἐξ αὐτῶν ἐφονεύθησαν. Μικρὸν χωρίον ὄπισθεν Φιλιππιάδος ἐκάησαν. — [122, 1247, 292, 1378]
column-4 — [899, 58, 1198, 2282]
subheadline: Εὐγένεια τοῦ ἑλληνικοῦ λαοῦ — [954, 292, 1144, 306]
